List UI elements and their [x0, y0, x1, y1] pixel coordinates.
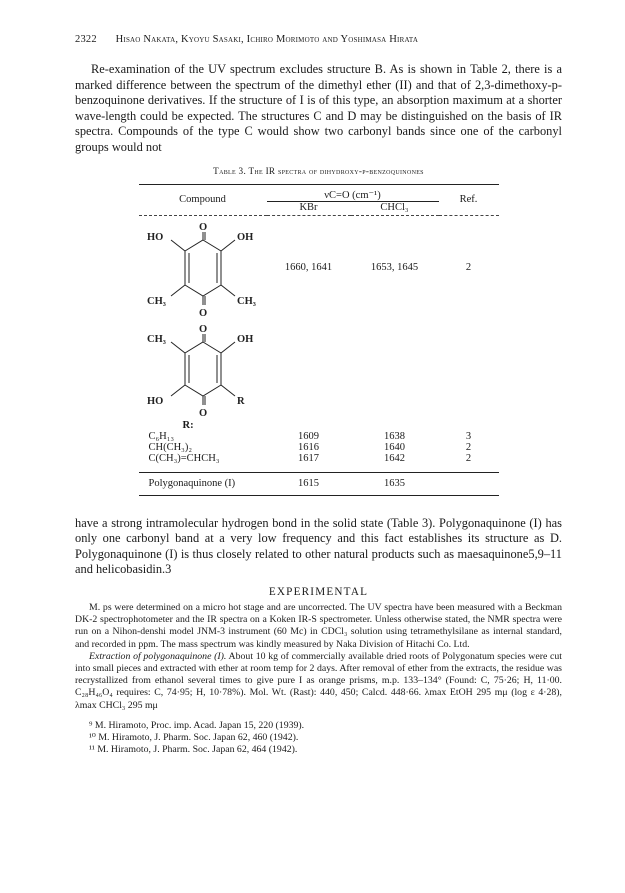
footnote-11: ¹¹ M. Hiramoto, J. Pharm. Soc. Japan 62, 464 (1942).	[89, 744, 298, 756]
experimental-methods-paragraph: M. ps were determined on a micro hot stage and are uncorrected. The UV spectra have been measured with a Beckman DK-2 spectrophotometer and the IR spectra on a Koken IR-S spectrometer. Unless otherwise stated, the NMR spectra were run on a Nihon-denshi model JNM-3 instrument (60 Mc) in CDCl₃ solution using tetramethylsilane as internal standard, and recorded in ppm. The mass spectrum was kindly measured by Naka Division of Hitachi Co. Ltd.	[75, 601, 562, 650]
cell-kbr: 1617	[298, 452, 319, 464]
page-number: 2322	[75, 34, 97, 45]
r-label: R	[236, 395, 245, 407]
ir-spectra-table	[139, 184, 499, 496]
oh-label: OH	[236, 231, 253, 243]
cell-ref: 2	[465, 441, 472, 453]
o-top-label: O	[198, 323, 207, 335]
oh-label: OH	[236, 333, 253, 345]
footnotes	[75, 720, 562, 757]
alkyl-dihydroxy-benzoquinone-structure	[139, 322, 267, 418]
extraction-title: Extraction of polygonaquinone (I).	[89, 650, 227, 662]
section-heading-experimental: EXPERIMENTAL	[268, 585, 369, 598]
table-caption: Table 3. The IR spectra of dihydroxy-p-benzoquinones	[213, 165, 424, 176]
extraction-text: About 10 kg of commercially available dried roots of Polygonatum species were cut into small pieces and extracted with ether at room temp for 2 days. After removal of ether from the extracts, the residue was recrystallized from ethanol several times to give pure I as orange prisms, m.p. 133–134° (Found: C, 75·26; H, 11·00. C₂₈H₄₆O₄ requires: C, 74·95; H, 10·78%). Mol. Wt. (Rast): 440, 450; Calcd. 448·66. λmax EtOH 295 mμ (log ε 4·28), λmax CHCl₃ 295 mμ	[75, 650, 562, 711]
cell-chcl3: 1642	[384, 452, 405, 464]
ch3-right-label: CH₃	[236, 295, 256, 307]
header-nu-co: νC=O (cm⁻¹)	[267, 184, 439, 201]
o-bottom-label: O	[198, 407, 207, 418]
ch3-label: CH₃	[146, 333, 166, 345]
running-header	[75, 34, 562, 48]
cell-chcl3: 1640	[384, 441, 405, 453]
header-ref: Ref.	[439, 184, 499, 215]
footnote-9: ⁹ M. Hiramoto, Proc. imp. Acad. Japan 15, 220 (1939).	[89, 719, 305, 731]
r-substituent-heading: R:	[182, 419, 194, 431]
cell-r: C₆H₁₃	[148, 430, 175, 442]
cell-kbr: 1660, 1641	[284, 262, 333, 274]
cell-chcl3: 1638	[384, 430, 405, 442]
ho-label: HO	[146, 395, 163, 407]
extraction-paragraph	[75, 651, 562, 712]
o-top-label: O	[198, 221, 207, 233]
dimethyl-dihydroxy-benzoquinone-structure	[139, 220, 267, 320]
cell-kbr: 1616	[298, 441, 319, 453]
cell-r: C(CH₃)=CHCH₃	[148, 452, 220, 464]
footnote-10: ¹⁰ M. Hiramoto, J. Pharm. Soc. Japan 62, 460 (1942).	[89, 731, 299, 743]
cell-chcl3: 1635	[351, 472, 439, 495]
table-row	[139, 442, 499, 453]
header-kbr: KBr	[267, 201, 351, 215]
cell-ref: 2	[465, 262, 472, 274]
header-compound: Compound	[139, 184, 267, 215]
cell-kbr: 1615	[267, 472, 351, 495]
cell-ref: 3	[465, 430, 472, 442]
cell-chcl3: 1653, 1645	[370, 262, 419, 274]
ho-label: HO	[146, 231, 163, 243]
table-row	[139, 453, 499, 473]
cell-ref: 2	[465, 452, 472, 464]
paragraph-uv-reexamination: Re-examination of the UV spectrum excludes structure B. As is shown in Table 2, there is a marked difference between the spectrum of the dimethyl ether (II) and that of 2,3-dimethoxy-p-benzoquinone derivatives. If the structure of I is of this type, an absorption maximum at a shorter wave-length could be expected. The structures C and D may be distinguished on the basis of IR spectra. Compounds of the type C would show two carbonyl bands since one of the carbonyl groups would not	[75, 62, 562, 154]
cell-r: CH(CH₃)₂	[148, 441, 192, 453]
ch3-left-label: CH₃	[146, 295, 166, 307]
cell-compound: Polygonaquinone (I)	[139, 472, 267, 495]
o-bottom-label: O	[198, 307, 207, 319]
table-row	[139, 215, 499, 320]
table-row	[139, 472, 499, 495]
paragraph-hydrogen-bond: have a strong intramolecular hydrogen bond in the solid state (Table 3). Polygonaquinone (I) has only one carbonyl band at a very low frequency and this fact establishes its structure as D. Polygonaquinone (I) is thus closely related to other natural products such as maesaquinone5,9–11 and helicobasidin.3	[75, 515, 562, 577]
header-chcl3: CHCl₃	[351, 201, 439, 215]
cell-kbr: 1609	[298, 430, 319, 442]
author-line: Hisao Nakata, Kyoyu Sasaki, Ichiro Morimoto and Yoshimasa Hirata	[115, 34, 419, 45]
table-row	[139, 431, 499, 442]
paper-page	[75, 34, 562, 756]
